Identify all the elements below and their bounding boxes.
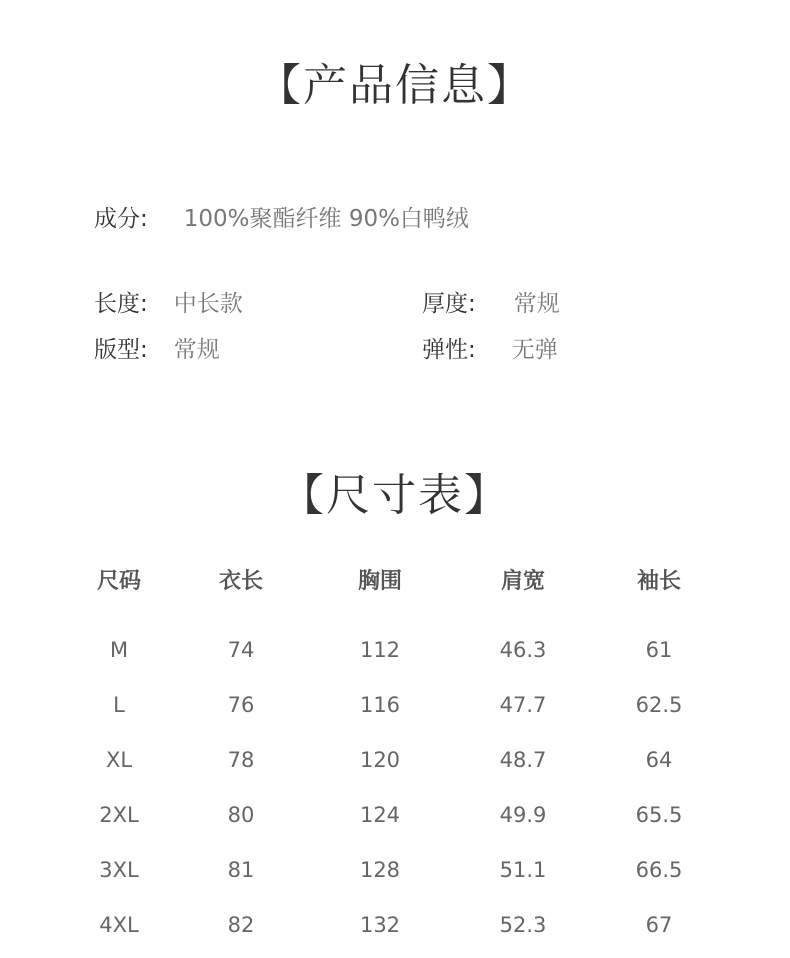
column-header-sleeve: 袖长 xyxy=(636,569,681,594)
table-cell: 3XL xyxy=(99,858,139,882)
table-cell: 47.7 xyxy=(499,693,547,717)
column-header-chest: 胸围 xyxy=(357,569,402,594)
elasticity-label: 弹性: xyxy=(422,337,476,363)
table-cell: 61 xyxy=(645,638,673,662)
product-info-title: 【产品信息】 xyxy=(257,60,533,111)
composition-row xyxy=(94,208,469,231)
thickness-row xyxy=(422,293,560,316)
table-cell: 116 xyxy=(359,693,401,717)
table-cell: 78 xyxy=(227,748,255,772)
fit-row xyxy=(94,339,220,362)
table-cell: XL xyxy=(105,748,133,772)
table-cell: 51.1 xyxy=(499,858,547,882)
table-cell: 48.7 xyxy=(499,748,547,772)
size-chart-title: 【尺寸表】 xyxy=(280,470,510,521)
fit-label: 版型: xyxy=(94,337,148,363)
length-value: 中长款 xyxy=(173,291,243,317)
table-cell: 66.5 xyxy=(635,858,683,882)
table-cell: 49.9 xyxy=(499,803,547,827)
table-cell: 81 xyxy=(227,858,255,882)
table-cell: 112 xyxy=(359,638,401,662)
column-header-shoulder: 肩宽 xyxy=(500,569,545,594)
table-cell: 65.5 xyxy=(635,803,683,827)
table-cell: 82 xyxy=(227,913,255,937)
thickness-value: 常规 xyxy=(513,291,560,317)
fit-value: 常规 xyxy=(173,337,220,363)
table-cell: 52.3 xyxy=(499,913,547,937)
table-cell: 67 xyxy=(645,913,673,937)
length-label: 长度: xyxy=(94,291,148,317)
composition-value: 100%聚酯纤维 90%白鸭绒 xyxy=(183,206,469,232)
table-cell: 62.5 xyxy=(635,693,683,717)
table-cell: 46.3 xyxy=(499,638,547,662)
table-cell: 132 xyxy=(359,913,401,937)
column-header-length: 衣长 xyxy=(218,569,263,594)
table-cell: 128 xyxy=(359,858,401,882)
table-cell: 64 xyxy=(645,748,673,772)
table-cell: 2XL xyxy=(99,803,139,827)
table-cell: 120 xyxy=(359,748,401,772)
table-cell: 4XL xyxy=(99,913,139,937)
elasticity-row xyxy=(422,339,558,362)
table-cell: 124 xyxy=(359,803,401,827)
thickness-label: 厚度: xyxy=(422,291,476,317)
column-header-size: 尺码 xyxy=(96,569,141,594)
composition-label: 成分: xyxy=(94,206,148,232)
length-row xyxy=(94,293,243,316)
elasticity-value: 无弹 xyxy=(511,337,558,363)
table-cell: 74 xyxy=(227,638,255,662)
table-cell: 80 xyxy=(227,803,255,827)
table-cell: M xyxy=(109,638,129,662)
table-cell: L xyxy=(113,693,125,717)
table-cell: 76 xyxy=(227,693,255,717)
